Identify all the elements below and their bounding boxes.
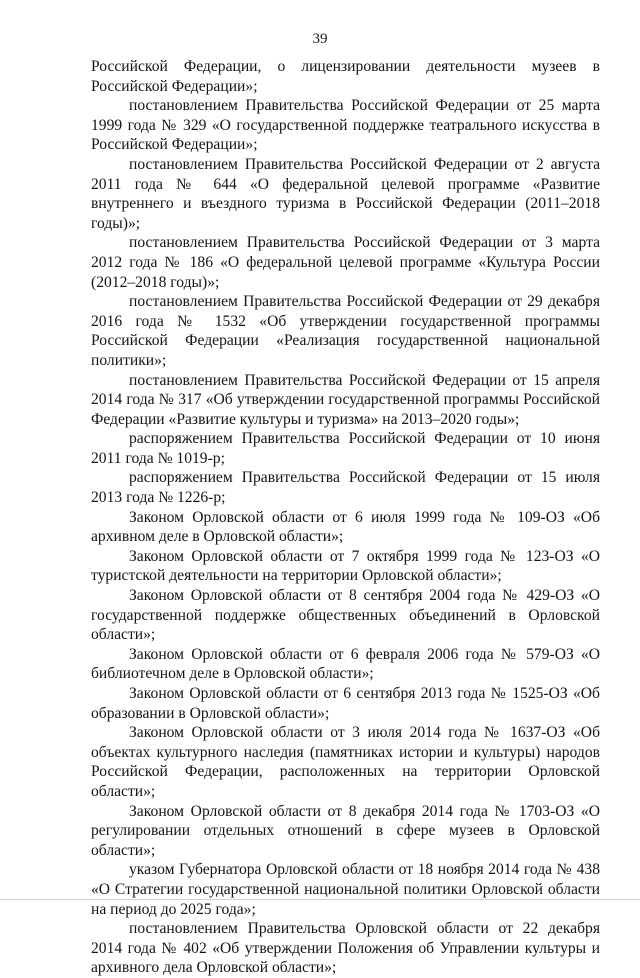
paragraph: постановлением Правительства Российской Федерации от 25 марта 1999 года № 329 «О государственной поддержке театрального искусства в Российской Федерации»; — [91, 97, 600, 154]
paragraph: Законом Орловской области от 6 сентября 2013 года № 1525-ОЗ «Об образовании в Орловской области»; — [91, 685, 600, 722]
paragraph: распоряжением Правительства Российской Федерации от 10 июня 2011 года № 1019-р; — [91, 430, 600, 467]
paragraph: Законом Орловской области от 6 июля 1999 года № 109-ОЗ «Об архивном деле в Орловской области»; — [91, 508, 600, 546]
document-body — [91, 57, 600, 978]
paragraph: указом Губернатора Орловской области от 18 ноября 2014 года № 438 «О Стратегии государственной национальной политики Орловской области на период до 2025 года»; — [91, 861, 600, 918]
page-number: 39 — [312, 31, 328, 47]
paragraph: Законом Орловской области от 8 декабря 2014 года № 1703-ОЗ «О регулировании отдельных отношений в сфере музеев в Орловской области»; — [91, 802, 600, 859]
paragraph: распоряжением Правительства Российской Федерации от 15 июля 2013 года № 1226-р; — [91, 469, 600, 507]
paragraph: Российской Федерации, о лицензировании деятельности музеев в Российской Федерации»; — [91, 58, 600, 95]
paragraph: постановлением Правительства Российской Федерации от 2 августа 2011 года № 644 «О федеральной целевой программе «Развитие внутреннего и въездного туризма в Российской Федерации (2011–2018 годы)»; — [91, 155, 600, 232]
paragraph: Законом Орловской области от 8 сентября 2004 года № 429-ОЗ «О государственной поддержке общественных объединений в Орловской области»; — [91, 587, 600, 644]
paragraph: Законом Орловской области от 6 февраля 2006 года № 579-ОЗ «О библиотечном деле в Орловской области»; — [91, 645, 600, 683]
paragraph: постановлением Правительства Российской Федерации от 3 марта 2012 года № 186 «О федеральной целевой программе «Культура России (2012–2018 годы)»; — [91, 234, 600, 291]
paragraph: постановлением Правительства Российской Федерации от 15 апреля 2014 года № 317 «Об утверждении государственной программы Российской Федерации «Развитие культуры и туризма» на 2013–2020 годы»; — [91, 371, 600, 428]
bottom-divider — [0, 899, 640, 900]
paragraph: Законом Орловской области от 7 октября 1999 года № 123-ОЗ «О туристской деятельности на территории Орловской области»; — [91, 547, 600, 585]
paragraph: Законом Орловской области от 3 июля 2014 года № 1637-ОЗ «Об объектах культурного наследия (памятниках истории и культуры) народов Российской Федерации, расположенных на территории Орловской области»; — [91, 724, 600, 800]
paragraph: постановлением Правительства Орловской области от 22 декабря 2014 года № 402 «Об утверждении Положения об Управлении культуры и архивного дела Орловской области»; — [91, 920, 600, 977]
paragraph: постановлением Правительства Российской Федерации от 29 декабря 2016 года № 1532 «Об утверждении государственной программы Российской Федерации «Реализация государственной национальной политики»; — [91, 293, 600, 369]
